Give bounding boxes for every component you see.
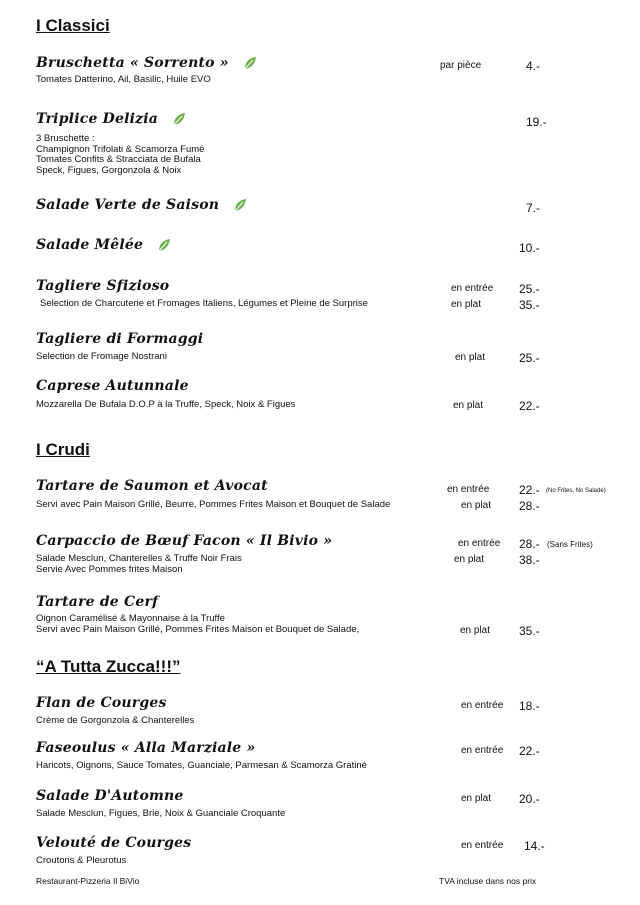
footer-tva-note: TVA incluse dans nos prix xyxy=(439,876,537,886)
item-label-tartare-cerf: en plat xyxy=(460,625,491,636)
item-label-bruschetta: par pièce xyxy=(440,60,482,71)
item-name-tagliere-sfizioso: Tagliere Sfizioso xyxy=(36,278,170,294)
item-label-tagliere-sfizioso-1: en entrée xyxy=(451,283,494,294)
item-name-veloute: Velouté de Courges xyxy=(36,835,192,851)
item-name-tagliere-formaggi: Tagliere di Formaggi xyxy=(36,331,204,347)
item-price-tartare-saumon-1: 22.- xyxy=(519,483,540,497)
item-price-salade-melee: 10.- xyxy=(519,241,540,255)
item-label-flan: en entrée xyxy=(461,700,504,711)
leaf-icon xyxy=(242,55,258,71)
item-price-veloute: 14.- xyxy=(524,839,545,853)
item-price-flan: 18.- xyxy=(519,699,540,713)
item-price-tagliere-formaggi: 25.- xyxy=(519,351,540,365)
item-desc-bruschetta: Tomates Datterino, Ail, Basilic, Huile EVO xyxy=(36,74,211,85)
item-desc-tagliere-formaggi: Selection de Fromage Nostrani xyxy=(36,351,167,362)
item-price-tartare-cerf: 35.- xyxy=(519,624,540,638)
item-note-tartare-saumon: (No Frites, No Salade) xyxy=(546,488,606,494)
item-price-bruschetta: 4.- xyxy=(526,59,541,73)
item-price-carpaccio-2: 38.- xyxy=(519,553,540,567)
item-label-tagliere-formaggi: en plat xyxy=(455,352,486,363)
item-label-caprese: en plat xyxy=(453,400,484,411)
item-name-flan: Flan de Courges xyxy=(36,695,167,711)
item-price-caprese: 22.- xyxy=(519,399,540,413)
item-name-salade-melee: Salade Mêlée xyxy=(36,237,172,253)
item-price-salade-automne: 20.- xyxy=(519,792,540,806)
item-name-caprese: Caprese Autunnale xyxy=(36,378,189,394)
footer-restaurant-name: Restaurant-Pizzeria Il BiVio xyxy=(36,876,140,886)
item-label-tartare-saumon-2: en plat xyxy=(461,500,492,511)
leaf-icon xyxy=(232,197,248,213)
item-desc-flan: Crème de Gorgonzola & Chanterelles xyxy=(36,715,195,726)
item-price-carpaccio-1: 28.- xyxy=(519,537,540,551)
section-title-zucca: “A Tutta Zucca!!!” xyxy=(36,657,181,676)
item-price-tagliere-sfizioso-2: 35.- xyxy=(519,298,540,312)
item-label-veloute: en entrée xyxy=(461,840,504,851)
item-desc-veloute: Croutons & Pleurotus xyxy=(36,855,127,866)
item-label-tagliere-sfizioso-2: en plat xyxy=(451,299,482,310)
item-name-salade-automne: Salade D'Automne xyxy=(36,788,184,804)
item-name-tartare-saumon: Tartare de Saumon et Avocat xyxy=(36,478,268,494)
leaf-icon xyxy=(156,237,172,253)
item-name-carpaccio: Carpaccio de Bœuf Facon « Il Bivio » xyxy=(36,533,333,549)
leaf-icon xyxy=(171,111,187,127)
item-desc-caprese: Mozzarella De Bufala D.O.P à la Truffe, Speck, Noix & Figues xyxy=(36,399,296,410)
item-price-triplice: 19.- xyxy=(526,115,547,129)
item-desc-triplice: 3 Bruschette : Champignon Trifolati & Scamorza Fumé Tomates Confits & Stracciata de Bufala Speck, Figues, Gorgonzola & Noix xyxy=(36,133,205,176)
item-name-salade-verte: Salade Verte de Saison xyxy=(36,197,248,213)
item-label-tartare-saumon-1: en entrée xyxy=(447,484,490,495)
item-desc-tartare-saumon: Servi avec Pain Maison Grillé, Beurre, Pommes Frites Maison et Bouquet de Salade xyxy=(36,499,391,510)
item-desc-faseolus: Haricots, Oignons, Sauce Tomates, Guanciale, Parmesan & Scamorza Gratiné xyxy=(36,760,367,771)
item-name-tartare-cerf: Tartare de Cerf xyxy=(36,594,159,610)
item-price-tartare-saumon-2: 28.- xyxy=(519,499,540,513)
item-price-tagliere-sfizioso-1: 25.- xyxy=(519,282,540,296)
item-desc-carpaccio: Salade Mesclun, Chanterelles & Truffe Noir Frais Servie Avec Pommes frites Maison xyxy=(36,553,242,575)
section-title-crudi: I Crudi xyxy=(36,440,90,459)
item-label-salade-automne: en plat xyxy=(461,793,492,804)
item-price-salade-verte: 7.- xyxy=(526,201,541,215)
item-label-faseolus: en entrée xyxy=(461,745,504,756)
item-desc-salade-automne: Salade Mesclun, Figues, Brie, Noix & Guanciale Croquante xyxy=(36,808,286,819)
item-desc-tagliere-sfizioso: Selection de Charcuterie et Fromages Italiens, Légumes et Pleine de Surprise xyxy=(40,298,368,309)
item-label-carpaccio-2: en plat xyxy=(454,554,485,565)
item-price-faseolus: 22.- xyxy=(519,744,540,758)
item-label-carpaccio-1: en entrée xyxy=(458,538,501,549)
item-desc-tartare-cerf: Oignon Caramélisé & Mayonnaise à la Truffe Servi avec Pain Maison Grillé, Pommes Frites Maison et Bouquet de Salade, xyxy=(36,613,360,635)
item-name-triplice: Triplice Delizia xyxy=(36,111,187,127)
section-title-classici: I Classici xyxy=(36,16,110,35)
item-name-faseolus: Faseoulus « Alla Marziale » xyxy=(36,740,256,756)
item-note-carpaccio: (Sans Frites) xyxy=(547,540,593,549)
item-name-bruschetta: Bruschetta « Sorrento » xyxy=(36,55,258,71)
